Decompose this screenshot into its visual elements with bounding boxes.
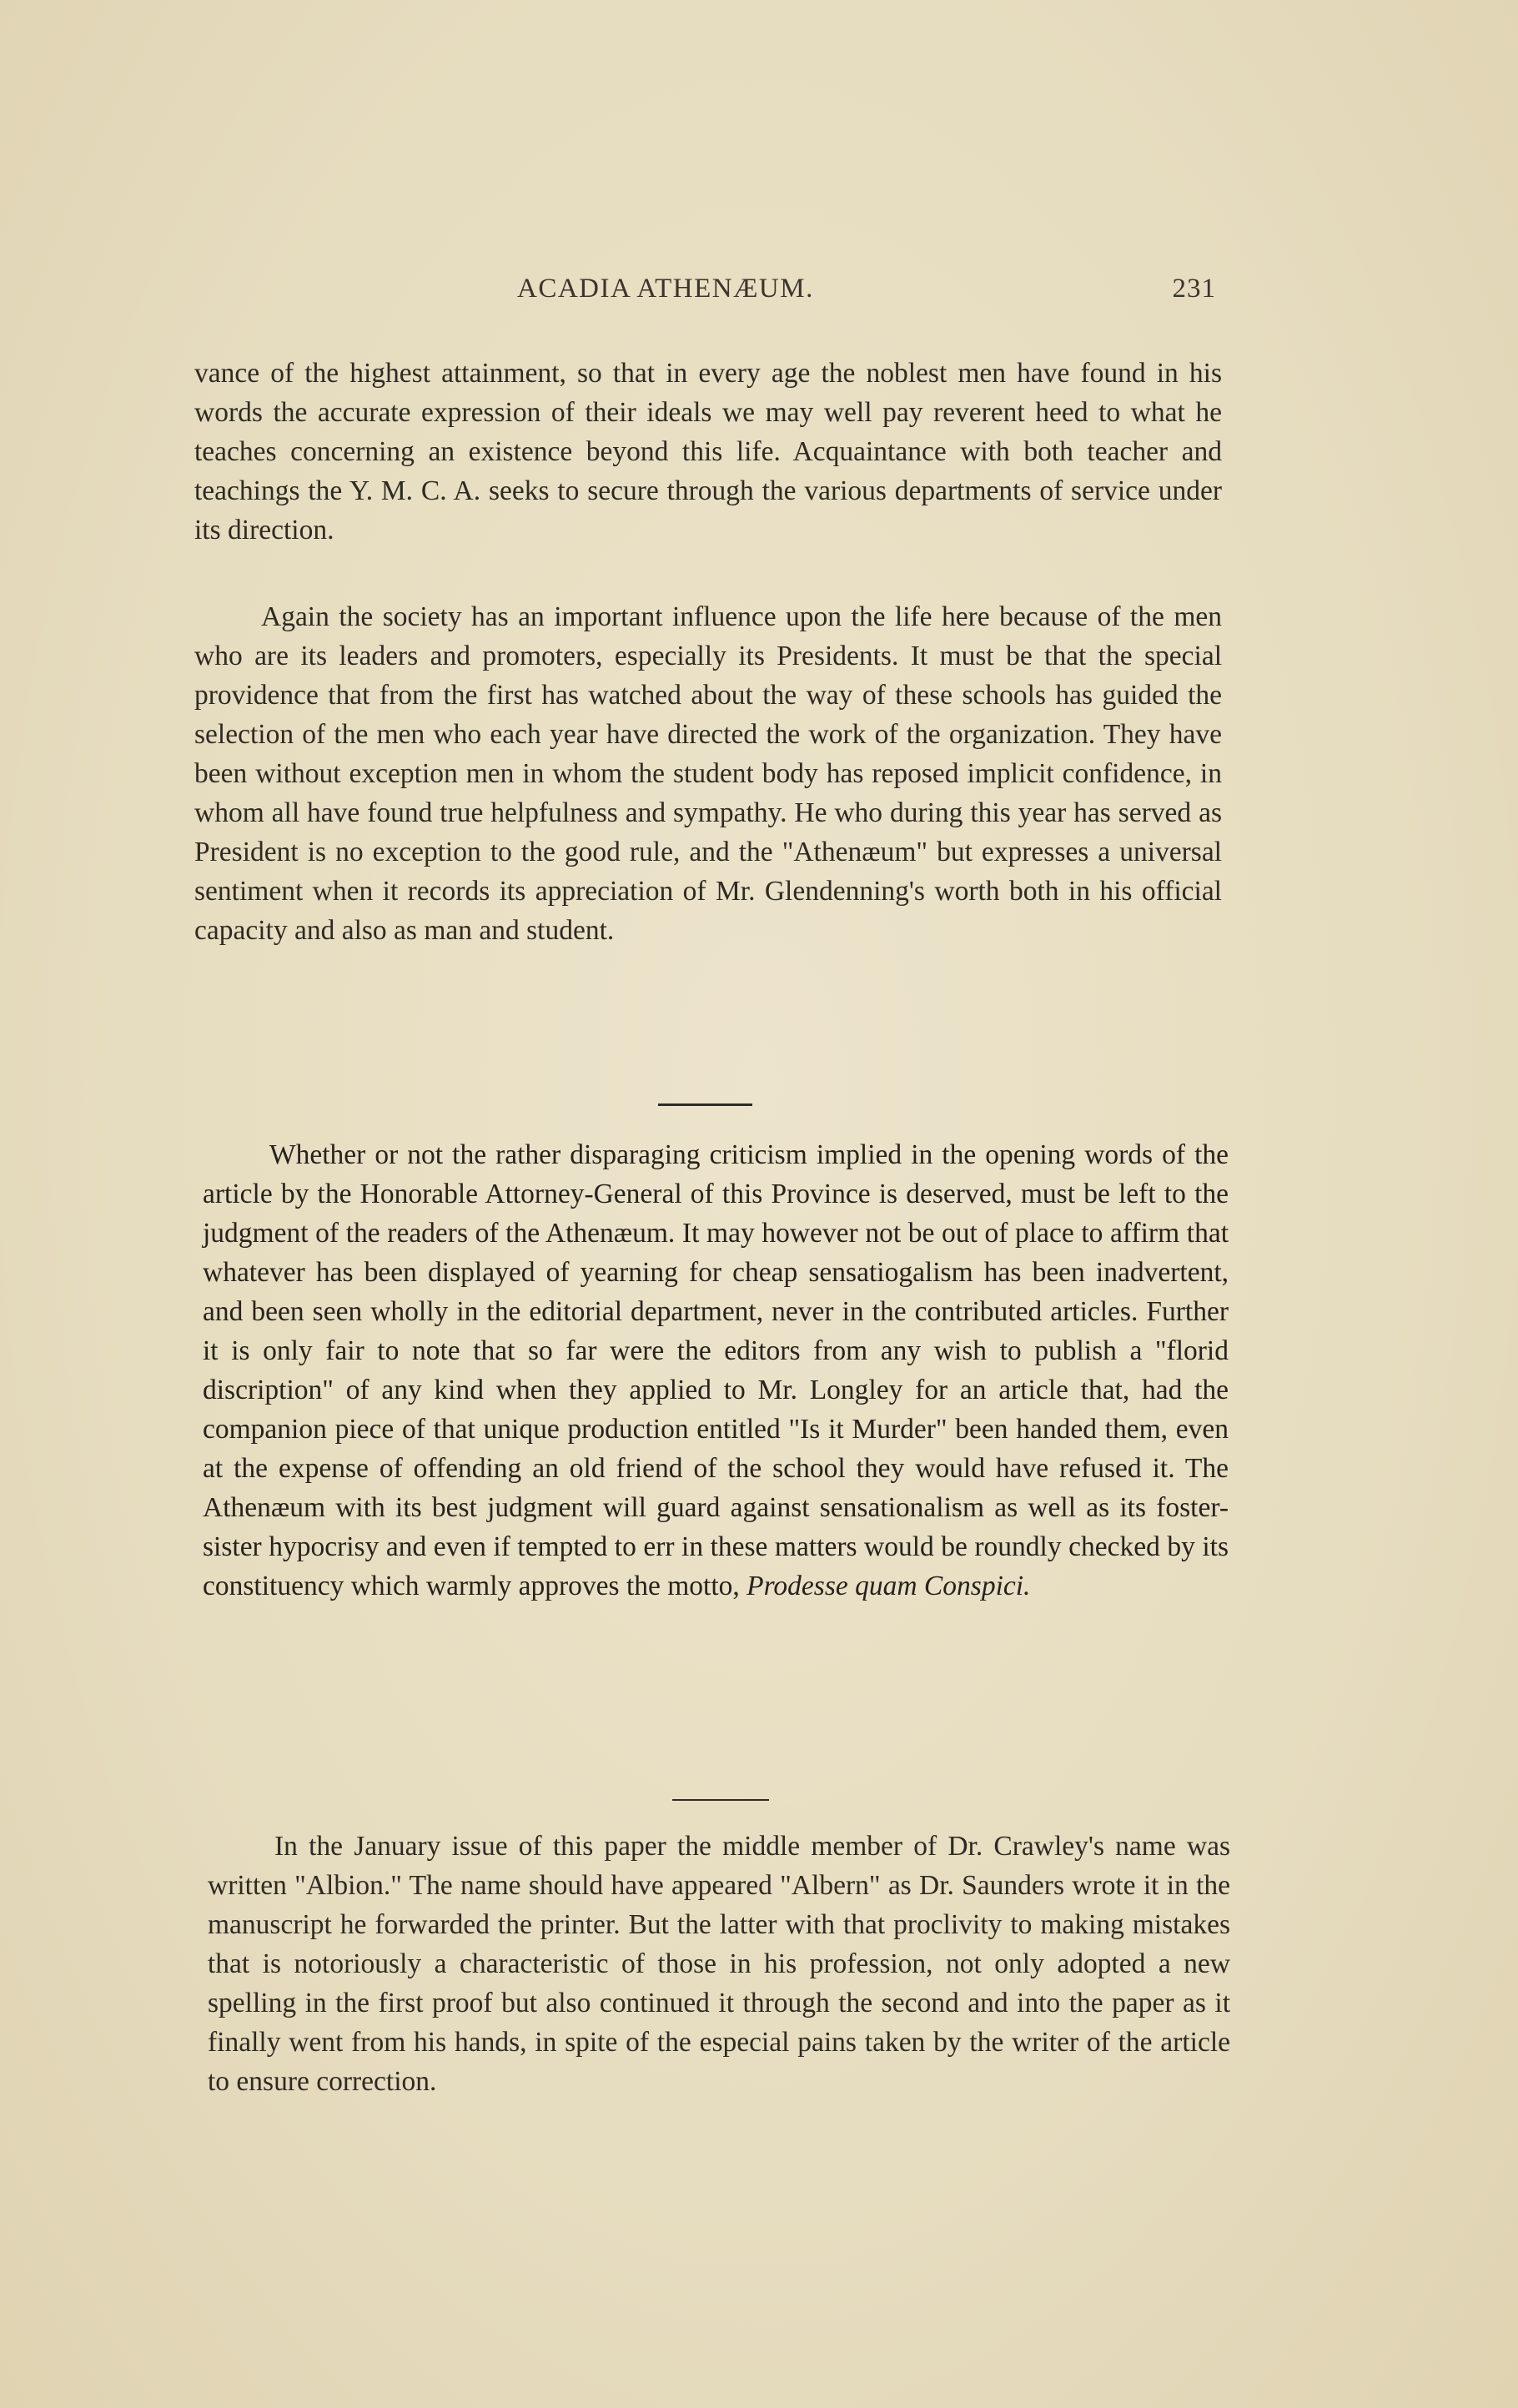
paragraph-body (203, 1135, 1229, 1606)
motto-text: Prodesse quam Conspici. (746, 1571, 1031, 1601)
journal-title: ACADIA ATHENÆUM. (517, 274, 814, 304)
paragraph-text: vance of the highest attainment, so that in every age the noblest men have found in his words the accurate expression of their ideals we may well pay reverent heed to what he teaches concerning an existence beyond this life. Acquaintance with both teacher and teachings the Y. M. C. A. seeks to secure through the various departments of service under its direction. (194, 358, 1222, 545)
paragraph-text: Again the society has an important influence upon the life here because of the men who are its leaders and promoters, especially its Presidents. It must be that the special providence that from the first has watched about the way of these schools has guided the selection of the men who each year have directed the work of the organization. They have been without exception men in whom the student body has reposed implicit confidence, in whom all have found true helpfulness and sympathy. He who during this year has served as President is no exception to the good rule, and the "Athenæum" but expresses a universal sentiment when it records its appreciation of Mr. Glendenning's worth both in his official capacity and also as man and student. (194, 601, 1222, 946)
section-divider (672, 1799, 769, 1801)
paragraph-continued (194, 354, 1222, 550)
paragraph-correction (208, 1827, 1230, 2101)
running-header (517, 274, 1216, 315)
page-number: 231 (1172, 274, 1216, 304)
paragraph-text: Whether or not the rather disparaging criticism implied in the opening words of the article by the Honorable Attorney-General of this Province is deserved, must be left to the judgment of the readers of the Athenæum. It may however not be out of place to affirm that whatever has been displayed of yearning for cheap sensatiogalism has been inadvertent, and been seen wholly in the editorial department, never in the contributed articles. Further it is only fair to note that so far were the editors from any wish to publish a "florid discription" of any kind when they applied to Mr. Longley for an article that, had the companion piece of that unique production entitled "Is it Murder" been handed them, even at the expense of offending an old friend of the school they would have refused it. The Athenæum with its best judgment will guard against sensationalism as well as its foster-sister hypocrisy and even if tempted to err in these matters would be roundly checked by its constituency which warmly approves the motto, (203, 1139, 1229, 1601)
paragraph-presidents (194, 597, 1222, 950)
paragraph-text: In the January issue of this paper the middle member of Dr. Crawley's name was written "Albion." The name should have appeared "Albern" as Dr. Saunders wrote it in the manuscript he forwarded the printer. But the latter with that proclivity to making mistakes that is notoriously a characteristic of those in his profession, not only adopted a new spelling in the first proof but also continued it through the second and into the paper as it finally went from his hands, in spite of the especial pains taken by the writer of the article to ensure correction. (208, 1831, 1230, 2097)
paragraph-editorial (203, 1135, 1229, 1606)
section-divider (658, 1103, 752, 1106)
